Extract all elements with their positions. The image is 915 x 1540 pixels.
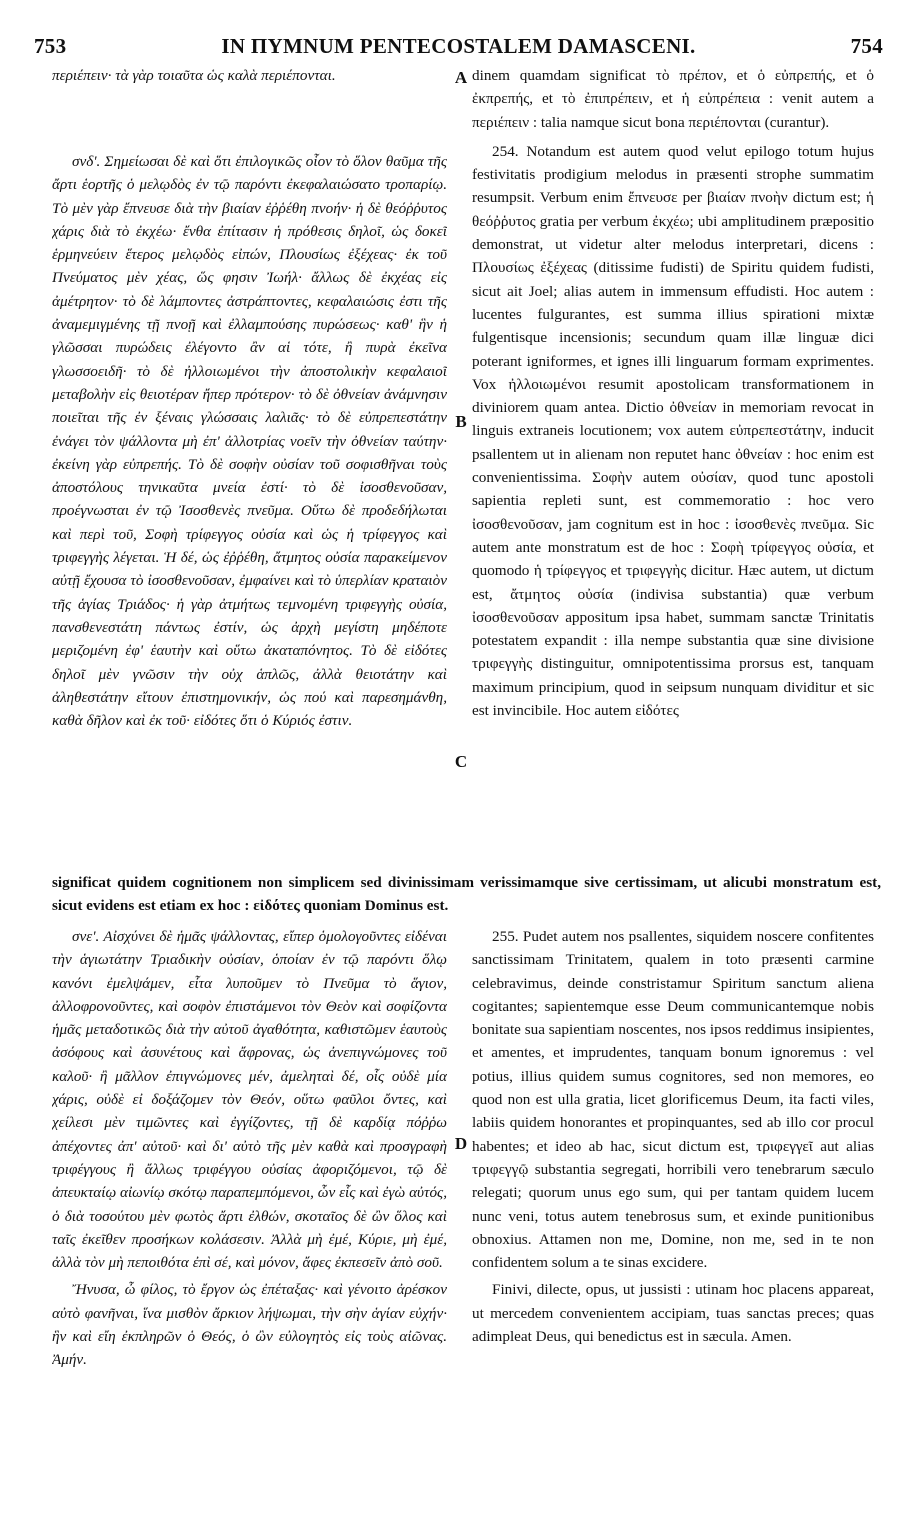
greek-paragraph-255: σνεʹ. Αἰσχύνει δὲ ἡμᾶς ψάλλοντας, εἴπερ ὁμολογοῦντες εἰδέναι τὴν ἁγιωτάτην Τριαδικὴν οὐσίαν, ὁποίαν ἐν τῷ παρόντι ὅλῳ κανόνι ἐμελψάμεν, εἶτα λυποῦμεν τὸ Πνεῦμα τὸ ἅγιον, ἀλλοφρονοῦντες, καὶ σοφὸν ἐπιστάμενοι τὸν Θεὸν καὶ σοφίζοντα ἡμᾶς μεταδοτικῶς διὰ τὴν αὐτοῦ ἀγαθότητα, καθιστῶμεν ἑαυτοὺς ἀσόφους καὶ ἀσυνέτους καὶ ἄφρονας, ὡς ἀνεπιγνώμονες τοῦ καλοῦ· ἢ μᾶλλον ἐπιγνώμονες μέν, ἀμεληταὶ δέ, οἷς οὐδὲ μία χάρις, οὐδὲ εἰ δοξάζομεν τὸν Θεόν, οὕτω φαῦλοι ὄντες, καὶ χείλεσι μὲν τιμῶντες καὶ ἐγγίζοντες, τῇ δὲ καρδίᾳ πόῤῥω ἀπέχοντες ἀπ' αὐτοῦ· καὶ δι' αὐτὸ τῆς μὲν καθὰ καὶ προσγραφὴ τριφέγγους ἢ ἄλλως τριφέγγου οὐσίας ἀφοριζόμενοι, τῷ δὲ ἀπευκταίῳ αἰωνίῳ σκότῳ παραπεμπόμενοι, ὧν εἷς καὶ ἐγὼ αὐτός, ὁ διὰ τοσούτου μὲν φωτὸς ἄρτι ἐλθών, σκοταῖος δὲ ὢν ὅλος καὶ ταῖς ἐκεῖθεν προσήκων κολάσεσιν. Ἀλλὰ μὴ ἐμέ, Κύριε, μὴ ἐμέ, ἀλλὰ τὸν μὴ πεποιθότα ἐπὶ σέ, καὶ μόνον, ἄφες ἐκπεσεῖν ἀπὸ σοῦ. [52, 928, 447, 1272]
greek-column-top-p1 [52, 64, 447, 114]
greek-paragraph-closing: Ἤνυσα, ὦ φίλος, τὸ ἔργον ὡς ἐπέταξας· καὶ γένοιτο ἀρέσκον αὐτὸ φανῆναι, ἵνα μισθὸν ἄρκιον λήψωμαι, τὴν σὴν ἁγίαν εὐχήν· ἣν καὶ εἴη ἐκπληρῶν ὁ Θεός, ὁ ὢν εὐλογητὸς εἰς τοὺς αἰῶνας. Ἀμήν. [52, 1281, 447, 1369]
margin-letter-c: C [454, 752, 468, 771]
greek-paragraph-intro: περιέπειν· τὰ γὰρ τοιαῦτα ὡς καλὰ περιέπονται. [52, 67, 336, 84]
latin-paragraph-closing: Finivi, dilecte, opus, ut jussisti : utinam hoc placens appareat, ut mercedem convenientem accipiam, tuas sanctas preces; quas adimpleat Deus, qui benedictus est in sæcula. Amen. [472, 1281, 874, 1346]
greek-column-top [52, 150, 447, 870]
latin-paragraph-intro: dinem quamdam significat τὸ πρέπον, et ὁ εὐπρεπής, et ὁ ἐκπρεπής, et τὸ ἐπιπρέπειν, et ἡ εὐπρέπεια : venit autem a περιέπειν : talia namque sicut bona περιέπονται (curantur). [472, 67, 874, 131]
running-title: IN ΠYMNUM PENTECOSTALEM DAMASCENI. [221, 34, 696, 58]
margin-letter-d: D [454, 1134, 468, 1153]
greek-paragraph-254: σνδʹ. Σημείωσαι δὲ καὶ ὅτι ἐπιλογικῶς οἷον τὸ ὅλον θαῦμα τῆς ἄρτι ἑορτῆς ὁ μελῳδὸς ἐν τῷ παρόντι ἐκεφαλαιώσατο τροπαρίῳ. Τὸ μὲν γὰρ ἔπνευσε διὰ τὴν βιαίαν ἐῤῥέθη πνοήν· ἡ δὲ θεόῤῥυτος χάρις διὰ τὸ ἐκχέω· ἔνθα ἐπίτασιν ἡ πρόθεσις δηλοῖ, ὡς δοκεῖ ἑρμηνεύειν ἕτερος μελῳδὸς εἰπών, Πλουσίως ἐξέχεας· ἐκ τοῦ Πνεύματος μὲν χέας, ὥς φησιν Ἰωήλ· ἄλλως δὲ ἐκχέας εἰς ἀμέτρητον· τὸ δὲ λάμποντες ἀστράπτοντες, κεφαλαιώσις ἐστι τῆς ἀναμεμιγμένης τῇ πνοῇ καὶ ἐλλαμπούσης πυρώσεως· καθ' ἣν ἡ γλῶσσαι πυρώδεις ἐλέγοντο ἂν αἱ τότε, ἢ πυρὰ ἐκεῖνα γλωσσοειδῆ· τὸ δὲ ἠλλοιωμένοι τὴν ἀποστολικὴν κεφαλαιοῖ μεταβολὴν εἰς θειοτέραν ἤπερ πρότερον· τὸ δὲ ὀθνείαν ἀνάμνησιν ποιεῖται τῆς ἐν ξέναις γλώσσαις λαλιᾶς· τὸ δὲ εὐπρεπεστάτην ἐνάγει τὸν ψάλλοντα μὴ ἐπ' ἀλλοτρίας νοεῖν τὴν ὀθνείαν ταύτην· ἐκείνη γὰρ εὐπρεπής. Τὸ δὲ σοφὴν οὐσίαν τοῦ σοφισθῆναι τοὺς ἀποστόλους τηνικαῦτα μνεία ἐστί· τὸ δὲ ἰσοσθενοῦσαν, προέγνωσται ἐν τῷ Ἰσοσθενὲς πνεῦμα. Οὕτω δὲ προδεδήλωται καὶ περὶ τοῦ, Σοφὴ τρίφεγγος οὐσία καὶ ὡς ἡ τρίφεγγος καὶ τριφεγγὴς λέγεται. Ἡ δέ, ὡς ἐῤῥέθη, ἄτμητος οὐσία παρακείμενον αὐτῇ ἔχουσα τὸ ἰσοσθενοῦσαν, ἐμφαίνει καὶ τὸ ὑπερλίαν κραταιὸν τῆς ἁγίας Τριάδος· ἡ γὰρ ἀτμήτως τεμνομένη τριφεγγὴς οὐσία, πανσθενεστάτη πάντως ἐστίν, ὡς ἀρχὴ μεγίστη μηδέποτε μεριζομένη ἐφ' ἑαυτὴν καὶ οὕτω ἀκαταπόνητος. Τὸ δὲ εἰδότες δηλοῖ μὲν γνῶσιν τὴν οὐχ ἁπλῶς, ἀλλὰ θειοτάτην καὶ ἀληθεστάτην εἴτουν ἐπιστημονικήν, ὡς πού καὶ παρεσημάνθη, καθὰ δῆλον καὶ ἐκ τοῦ· εἰδότες ὅτι ὁ Κύριός ἐστιν. [52, 153, 447, 730]
latin-column-top [472, 64, 874, 869]
margin-letter-b: B [455, 412, 467, 431]
latin-paragraph-255: 255. Pudet autem nos psallentes, siquidem noscere confitentes sanctissimam Trinitatem, qualem in toto præsenti carmine celebravimus, deinde constristamur Spiritum sanctum aliena cogitantes; sapientemque esse Deum communicantemque nobis bonitate sua sapientiam noscentes, nos ipsos reddimus insipientes, et amentes, et imprudentes, tanquam bonum ignoremus : vel potius, illius quidem sumus cognitores, sed non memores, eo quod non est ulla gratia, licet glorificemus Deum, ita facti viles, labiis quidem honorantes et propinquantes, sed ab illo cor procul habentes; et ideo ab hac, sicut dictum est, τριφεγγεῖ aut alias τριφεγγῷ substantia segregati, horribili vero tenebrarum sæculo relegati; quorum unus ego sum, qui per tantam quidem lucem nunc veni, totus autem tenebrosus sum, et exinde punitionibus obnoxius. Attamen non me, Domine, non me, sed in te non confidentem solum a te sinas excidere. [472, 928, 874, 1272]
latin-bridge-text: significat quidem cognitionem non simplicem sed divinissimam verissimamque sive certissimam, ut alicubi monstratum est, sicut evidens est etiam ex hoc : εἰδότες quoniam Dominus est. [52, 874, 881, 915]
latin-column-bottom [472, 925, 874, 1490]
latin-paragraph-254: 254. Notandum est autem quod velut epilogo totum hujus festivitatis prodigium melodus in præsenti strophe summatim resumpsit. Verbum enim ἔπνευσε per βιαίαν πνοὴν dictum est; ἡ θεόῤῥυτος gratia per verbum ἐκχέω; ubi amplitudinem præpositio demonstrat, ut videtur alter melodus interpretari, dicens : Πλουσίως ἐξέχεας (ditissime fudisti) de Spiritu quidem fudisti, sicut ait Joel; alias autem in immensum effudisti. Hoc autem : lucentes fulgurantes, est summa illius spirationi mixtæ fulgentisque incensionis; secundum quam illæ linguæ dici poterant igniformes, et ignes illi linguarum formam exprimentes. Vox ἠλλοιωμένοι resumit apostolicam transformationem in diviniorem quam antea. Dictio ὀθνείαν in memoriam revocat in linguis extraneis locutionem; vox autem εὐπρεπεστάτην, inducit psallentem ut in alienam non reputet hanc ὀθνείαν : hoc enim est convenientissima. Σοφὴν autem οὐσίαν, quod tunc apostoli sapientia repleti sunt, est commemoratio : hoc vero ἰσοσθενοῦσαν, jam cognitum est in hoc : ἰσοσθενὲς πνεῦμα. Sic autem ante monstratum est de hoc : Σοφὴ τρίφεγγος οὐσία, et quomodo ἡ τρίφεγγος et τριφεγγὴς dicitur. Hæc autem, ut dictum est, ἄτμητος οὐσία (indivisa substantia) quæ verbum ἰσοσθενοῦσαν appositum ipsa habet, summam sanctæ Trinitatis potestatem expandit : illa nempe substantia quæ sine divisione τριφεγγὴς distinguitur, omnipotentissima prorsus est, tanquam maximum principium, quod in seipsum nunquam dividitur et sic est invincibile. Hoc autem εἰδότες [472, 142, 874, 720]
margin-letter-a: A [454, 68, 468, 87]
page-number-left: 753 [34, 34, 67, 58]
page-number-right: 754 [850, 34, 883, 58]
greek-column-bottom [52, 925, 447, 1490]
page-header [34, 34, 883, 60]
